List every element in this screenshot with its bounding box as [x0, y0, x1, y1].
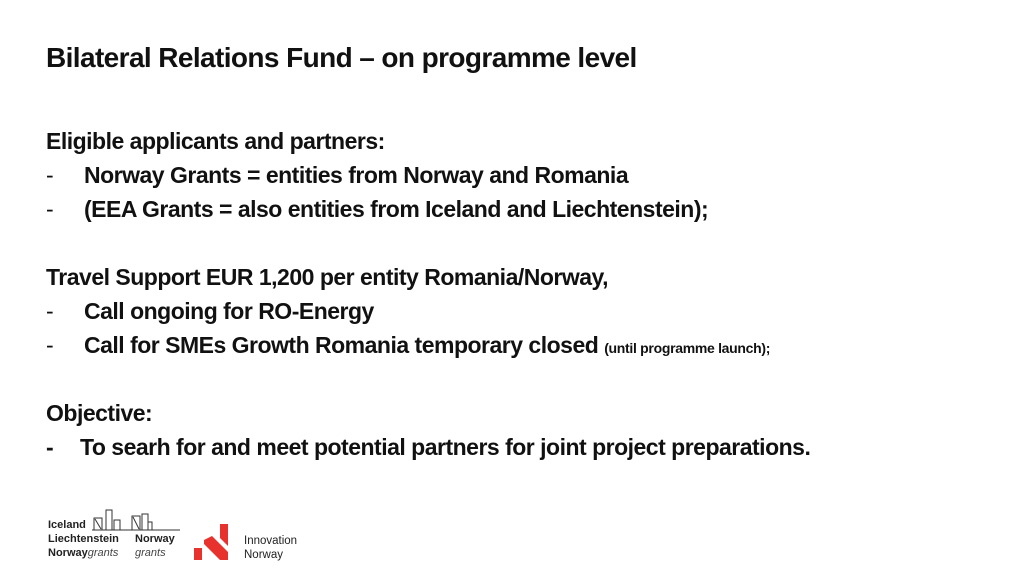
slide-title: Bilateral Relations Fund – on programme level [46, 42, 637, 73]
list-item [46, 328, 771, 362]
logo-line: Liechtenstein [48, 533, 119, 545]
bullet-main-text: Call for SMEs Growth Romania temporary closed [84, 332, 599, 358]
bullet-text [84, 294, 374, 328]
footer-logos [46, 500, 346, 570]
eligible-section [46, 124, 709, 226]
bullet-dash: - [46, 332, 54, 358]
list-item [46, 192, 709, 226]
list-item [46, 158, 629, 192]
bullet-main-text: Call ongoing for RO-Energy [84, 298, 374, 324]
logo-line: Norway [135, 533, 175, 545]
bullet-text: To searh for and meet potential partners for joint project preparations. [80, 434, 811, 460]
bullet-dash: - [46, 196, 54, 222]
travel-heading: Travel Support EUR 1,200 per entity Romania/Norway, [46, 264, 609, 290]
innovation-norway-logo [244, 534, 297, 562]
logo-line: Norway [244, 549, 283, 561]
bullet-text [84, 328, 770, 365]
logo-line: Innovation [244, 535, 298, 547]
logo-line [48, 546, 119, 560]
list-item [46, 430, 811, 464]
logo-line: grants [135, 547, 166, 559]
bullet-text: (EEA Grants = also entities from Iceland and Liechtenstein); [84, 196, 709, 222]
bullet-dash: - [46, 434, 54, 460]
bullet-text: Norway Grants = entities from Norway and Romania [84, 162, 629, 188]
objective-section [46, 396, 811, 464]
logo-line: Iceland [48, 519, 86, 531]
bullet-dash: - [46, 298, 54, 324]
eligible-heading: Eligible applicants and partners: [46, 128, 385, 154]
norway-grants-logo [135, 532, 175, 560]
logo-word: Norway [48, 547, 88, 559]
travel-section [46, 260, 771, 362]
list-item [46, 294, 608, 328]
objective-heading: Objective: [46, 400, 153, 426]
bullet-dash: - [46, 162, 54, 188]
innovation-norway-mark-icon [194, 522, 234, 560]
eea-grants-logo [48, 518, 119, 560]
bullet-note: (until programme launch); [604, 340, 771, 356]
logo-word: grants [87, 547, 119, 559]
